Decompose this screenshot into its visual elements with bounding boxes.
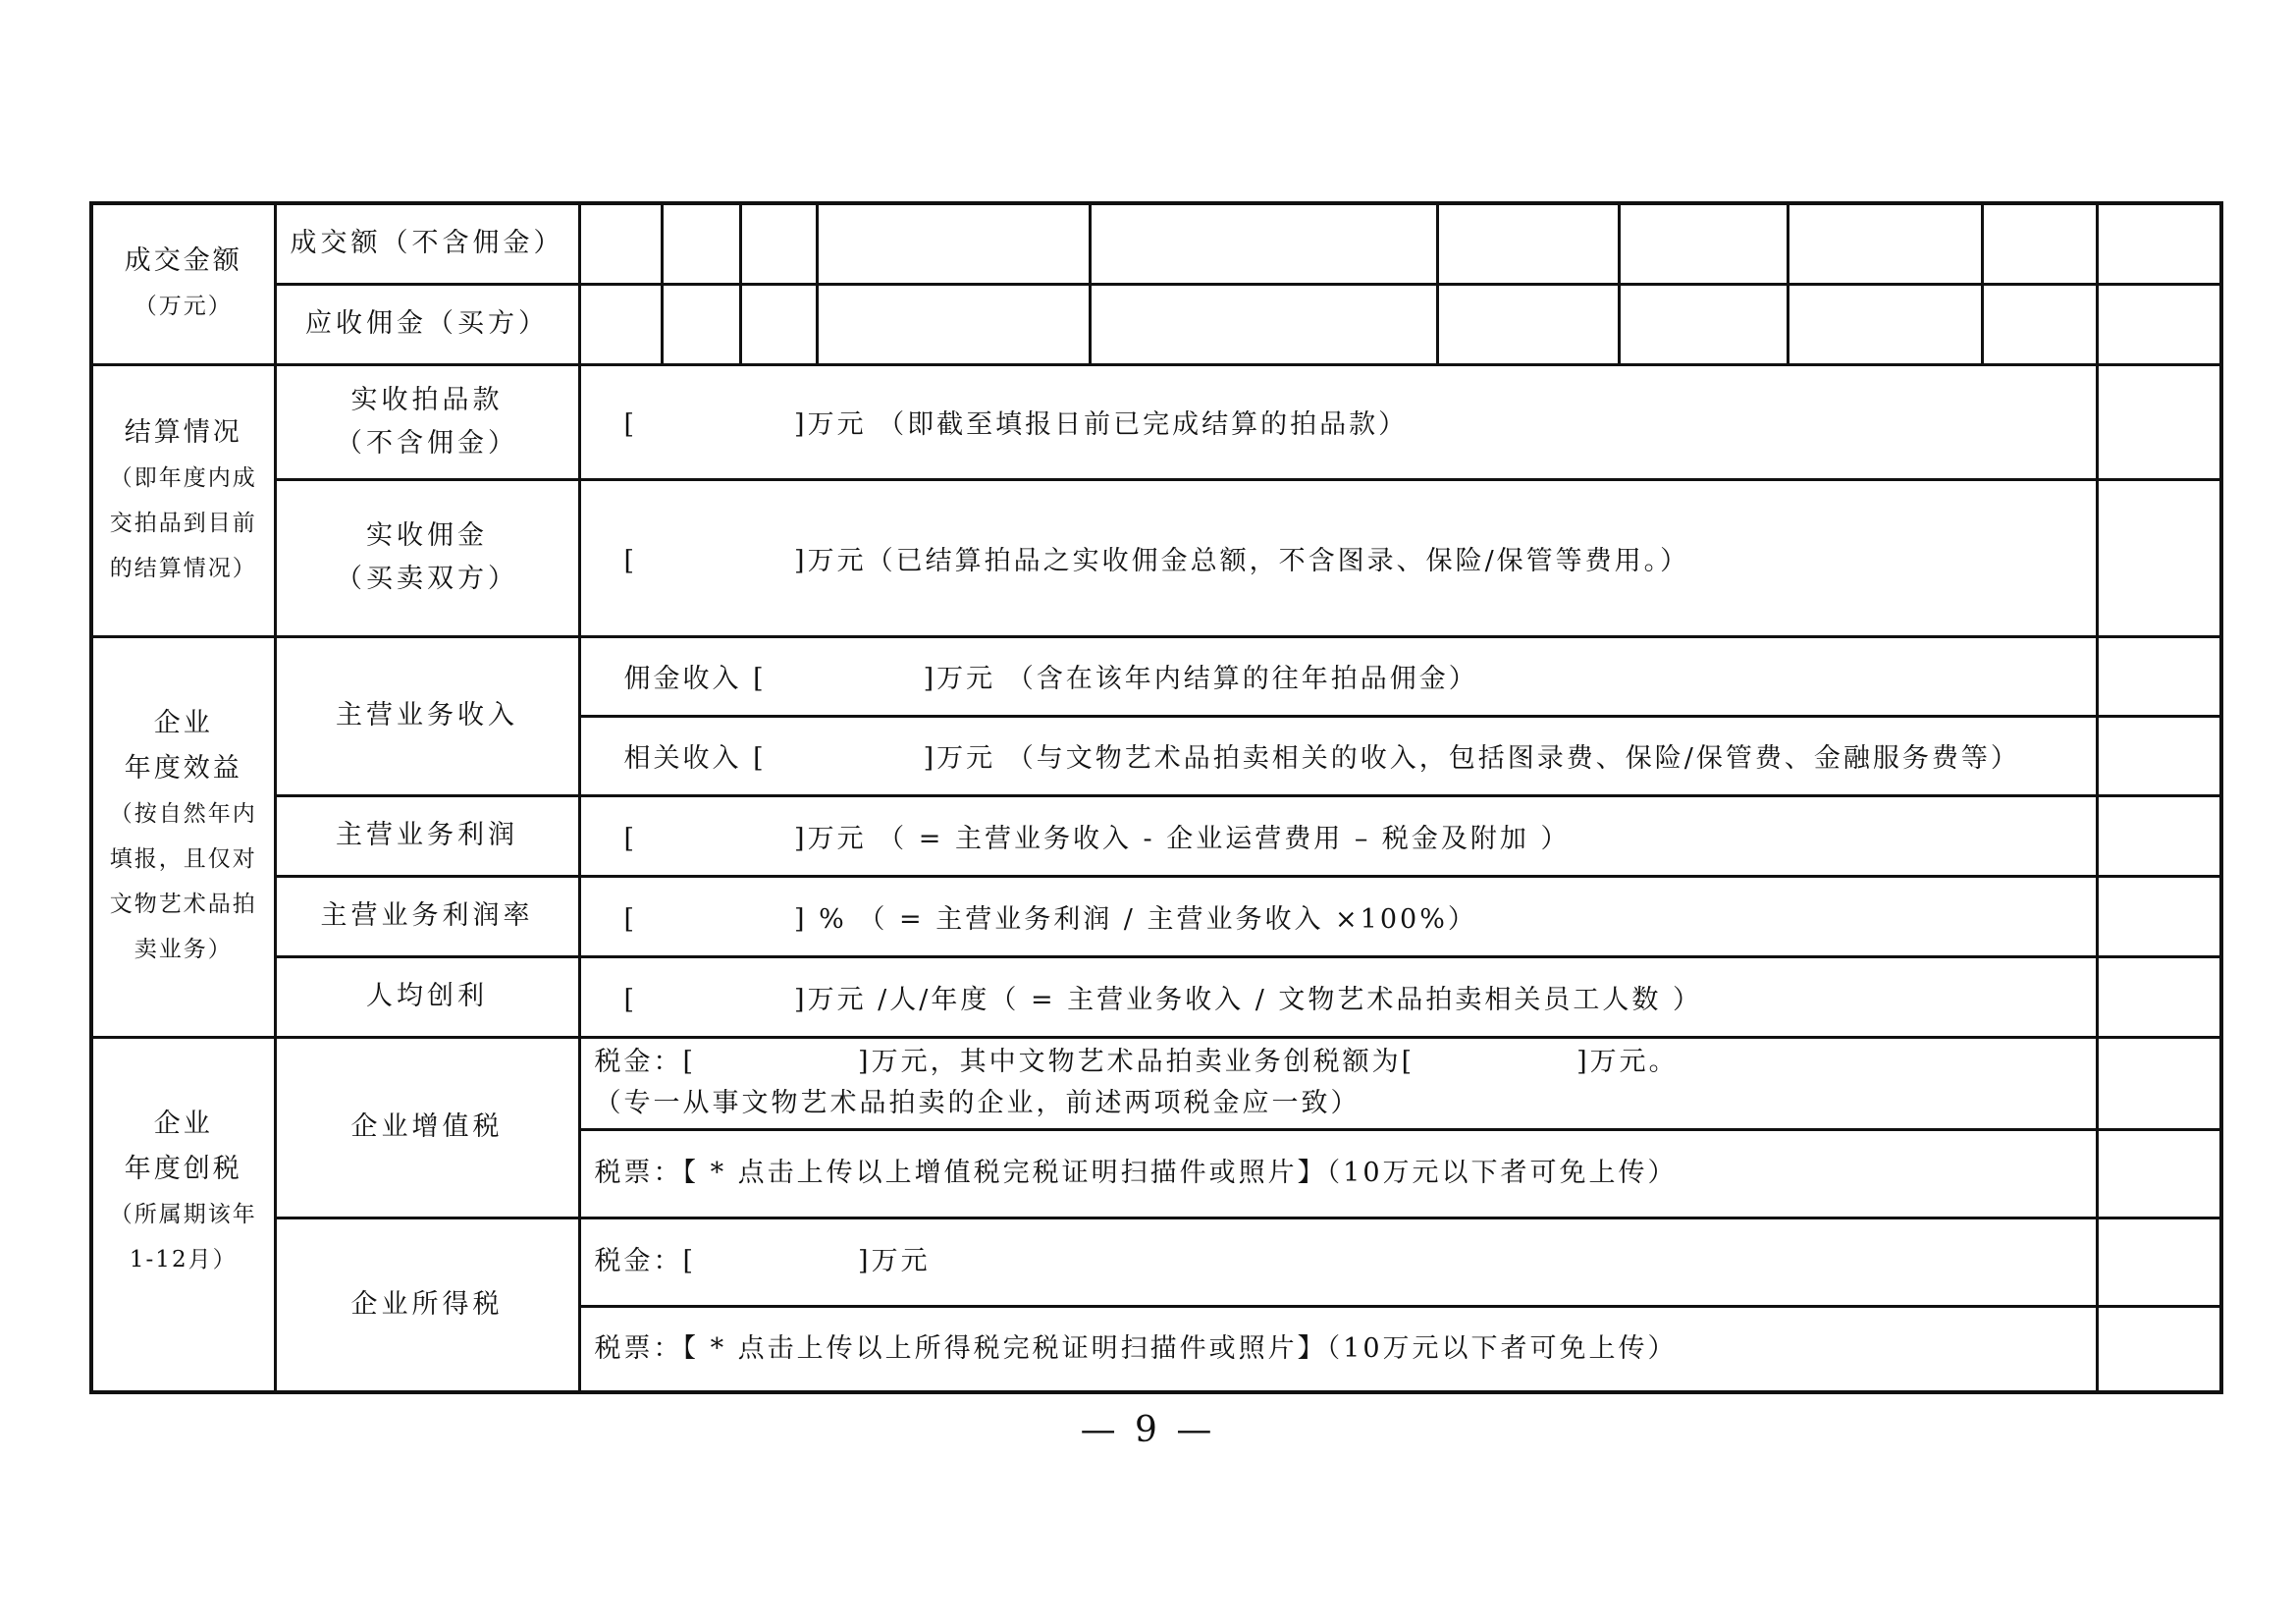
- remark-cell[interactable]: [2097, 795, 2221, 876]
- vat-receipt-upload[interactable]: [579, 1129, 2097, 1218]
- remark-cell[interactable]: [2097, 1037, 2221, 1129]
- tax-note-line: （所属期该年: [109, 1201, 257, 1227]
- benefit-row-5: [91, 956, 2221, 1037]
- deal-amount-cell[interactable]: [1437, 203, 1619, 284]
- benefit-note-line: 填报，且仅对: [109, 846, 257, 872]
- benefit-note-line: （按自然年内: [109, 801, 257, 827]
- deal-amount-cell[interactable]: [1090, 203, 1437, 284]
- income-tax-label: 企业所得税: [275, 1218, 579, 1392]
- remark-cell[interactable]: [2097, 636, 2221, 716]
- tax-category: [91, 1037, 275, 1392]
- income-tax-prefix: 税金：[: [594, 1246, 697, 1276]
- vat-tax-suffix: ]万元。: [1576, 1047, 1679, 1077]
- received-lot-payment-text: ]万元 （即截至填报日前已完成结算的拍品款）: [794, 409, 1409, 440]
- profit-rate-field[interactable]: [579, 876, 2097, 956]
- per-capita-profit-field[interactable]: [579, 956, 2097, 1037]
- open-bracket: [: [623, 545, 638, 576]
- deal-amount-label: 成交额（不含佣金）: [275, 203, 579, 284]
- remark-cell[interactable]: [2097, 364, 2221, 479]
- deal-amount-cell[interactable]: [2097, 203, 2221, 284]
- commission-receivable-label: 应收佣金（买方）: [275, 284, 579, 364]
- per-capita-profit-label: 人均创利: [275, 956, 579, 1037]
- benefit-category: [91, 636, 275, 1037]
- open-bracket: [: [623, 823, 638, 854]
- commission-income-text: ]万元 （含在该年内结算的往年拍品佣金）: [923, 664, 1478, 694]
- remark-cell[interactable]: [2097, 1306, 2221, 1392]
- commission-cell[interactable]: [2097, 284, 2221, 364]
- tax-note-line: 1-12月）: [129, 1246, 238, 1272]
- deal-amount-cell[interactable]: [1619, 203, 1788, 284]
- tax-row-1: [91, 1037, 2221, 1129]
- main-profit-label: 主营业务利润: [275, 795, 579, 876]
- remark-cell[interactable]: [2097, 1129, 2221, 1218]
- settle-row-1: [91, 364, 2221, 479]
- main-income-label: 主营业务收入: [275, 636, 579, 795]
- deal-category: [91, 203, 275, 364]
- deal-unit: （万元）: [133, 294, 233, 320]
- deal-amount-cell[interactable]: [579, 203, 662, 284]
- settle-row-2: [91, 479, 2221, 636]
- main-profit-field[interactable]: [579, 795, 2097, 876]
- tax-label: 企业: [153, 1108, 213, 1139]
- income-tax-receipt-text: 税票：【 * 点击上传以上所得税完税证明扫描件或照片】（10万元以下者可免上传）: [594, 1332, 1678, 1364]
- commission-cell[interactable]: [1982, 284, 2097, 364]
- commission-cell[interactable]: [1619, 284, 1788, 364]
- remark-cell[interactable]: [2097, 956, 2221, 1037]
- benefit-row-1: [91, 636, 2221, 716]
- remark-cell[interactable]: [2097, 876, 2221, 956]
- commission-cell[interactable]: [1090, 284, 1437, 364]
- commission-cell[interactable]: [1788, 284, 1982, 364]
- income-tax-suffix: ]万元: [858, 1246, 931, 1276]
- deal-row-2: [91, 284, 2221, 364]
- deal-amount-cell[interactable]: [740, 203, 817, 284]
- deal-amount-cell[interactable]: [1982, 203, 2097, 284]
- settle-note-line: （即年度内成: [109, 464, 257, 491]
- settle-category: [91, 364, 275, 636]
- related-income-text: ]万元 （与文物艺术品拍卖相关的收入，包括图录费、保险/保管费、金融服务费等）: [923, 743, 2020, 774]
- item-line: （买卖双方）: [336, 564, 518, 594]
- item-line: （不含佣金）: [336, 427, 518, 459]
- vat-tax-note: （专一从事文物艺术品拍卖的企业，前述两项税金应一致）: [594, 1088, 1361, 1118]
- deal-amount-cell[interactable]: [817, 203, 1090, 284]
- item-line: 实收佣金: [366, 520, 488, 551]
- item-line: 实收拍品款: [350, 384, 504, 415]
- received-commission-text: ]万元（已结算拍品之实收佣金总额，不含图录、保险/保管等费用。）: [794, 545, 1690, 576]
- deal-row-1: [91, 203, 2221, 284]
- report-form-table: [89, 201, 2223, 1394]
- related-income-prefix: 相关收入 [: [623, 743, 767, 774]
- commission-income-prefix: 佣金收入 [: [623, 664, 767, 694]
- commission-cell[interactable]: [1437, 284, 1619, 364]
- income-tax-amount-field[interactable]: [579, 1218, 2097, 1306]
- per-capita-profit-text: ]万元 /人/年度（ = 主营业务收入 / 文物艺术品拍卖相关员工人数 ）: [794, 984, 1702, 1015]
- open-bracket: [: [623, 409, 638, 440]
- profit-rate-text: ] % （ = 主营业务利润 / 主营业务收入 ×100%）: [794, 903, 1477, 935]
- received-lot-payment-label: [275, 364, 579, 479]
- settle-note-line: 的结算情况）: [109, 555, 257, 581]
- commission-cell[interactable]: [817, 284, 1090, 364]
- commission-income-field[interactable]: [579, 636, 2097, 716]
- commission-cell[interactable]: [740, 284, 817, 364]
- received-lot-payment-field[interactable]: [579, 364, 2097, 479]
- income-tax-receipt-upload[interactable]: [579, 1306, 2097, 1392]
- vat-tax-middle: ]万元，其中文物艺术品拍卖业务创税额为[: [858, 1047, 1415, 1077]
- benefit-label: 年度效益: [124, 753, 242, 784]
- benefit-note-line: 卖业务）: [133, 937, 233, 962]
- vat-receipt-text: 税票：【 * 点击上传以上增值税完税证明扫描件或照片】（10万元以下者可免上传）: [594, 1158, 1678, 1188]
- vat-tax-prefix: 税金：[: [594, 1047, 697, 1077]
- related-income-field[interactable]: [579, 716, 2097, 795]
- commission-cell[interactable]: [579, 284, 662, 364]
- benefit-row-3: [91, 795, 2221, 876]
- settle-label: 结算情况: [124, 416, 242, 448]
- deal-amount-cell[interactable]: [662, 203, 740, 284]
- deal-label: 成交金额: [124, 245, 242, 277]
- page-number: — 9 —: [1080, 1410, 1216, 1450]
- open-bracket: [: [623, 984, 638, 1015]
- tax-label: 年度创税: [124, 1153, 242, 1184]
- remark-cell[interactable]: [2097, 716, 2221, 795]
- benefit-label: 企业: [153, 708, 213, 738]
- tax-row-3: [91, 1218, 2221, 1306]
- vat-label: 企业增值税: [275, 1037, 579, 1218]
- vat-amount-field[interactable]: [579, 1037, 2097, 1129]
- deal-amount-cell[interactable]: [1788, 203, 1982, 284]
- received-commission-label: [275, 479, 579, 636]
- benefit-note-line: 文物艺术品拍: [109, 892, 257, 917]
- settle-note-line: 交拍品到目前: [109, 510, 257, 536]
- benefit-row-4: [91, 876, 2221, 956]
- remark-cell[interactable]: [2097, 479, 2221, 636]
- remark-cell[interactable]: [2097, 1218, 2221, 1306]
- received-commission-field[interactable]: [579, 479, 2097, 636]
- profit-rate-label: 主营业务利润率: [275, 876, 579, 956]
- commission-cell[interactable]: [662, 284, 740, 364]
- open-bracket: [: [623, 903, 638, 935]
- main-profit-text: ]万元 （ = 主营业务收入 - 企业运营费用 – 税金及附加 ）: [794, 823, 1571, 854]
